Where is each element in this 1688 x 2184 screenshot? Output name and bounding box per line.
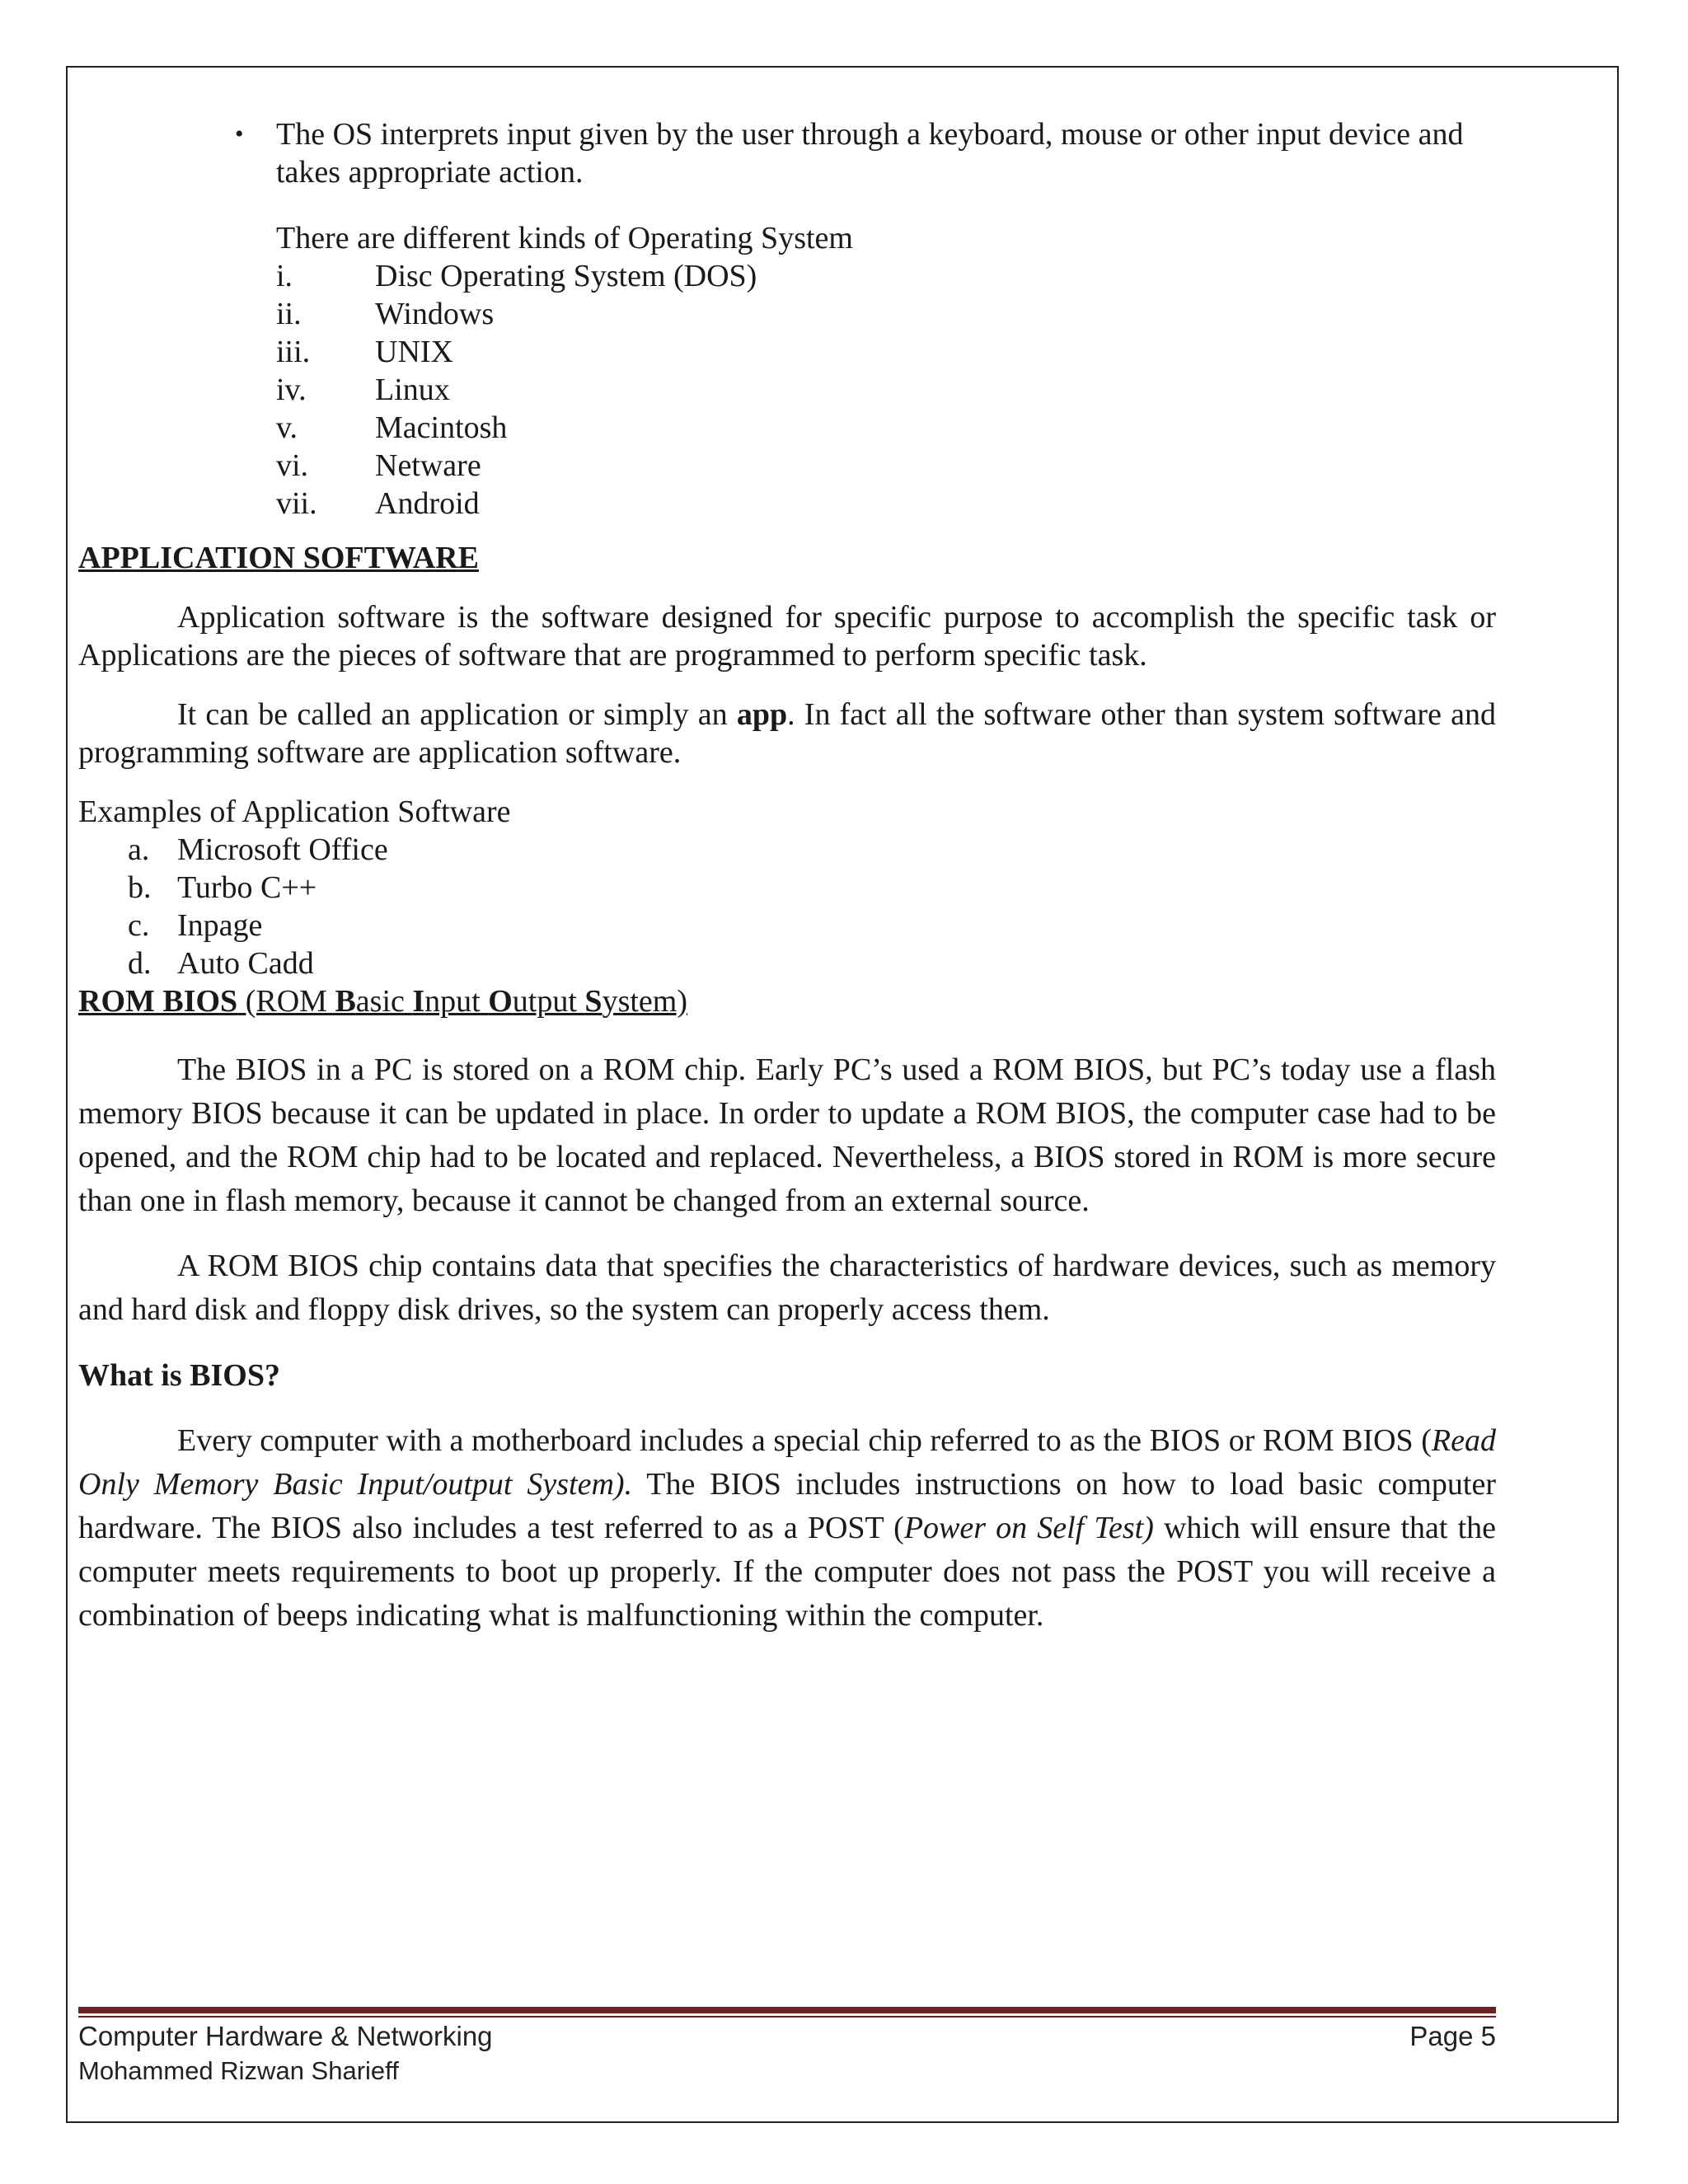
bullet-text: The OS interprets input given by the user through a keyboard, mouse or other input device and takes appropriate action. bbox=[276, 117, 1464, 190]
os-list bbox=[276, 257, 1496, 523]
footer-rule-thick bbox=[78, 2007, 1496, 2013]
footer-page-number: Page 5 bbox=[1409, 2021, 1496, 2051]
what-is-bios-heading: What is BIOS? bbox=[78, 1358, 280, 1393]
list-item-label: Inpage bbox=[177, 908, 263, 943]
bios-text-3: which will ensure that the computer meets requirements to boot up properly. If the computer does not pass the POST you will receive a combination of beeps indicating what is malfunctioning within the computer. bbox=[78, 1511, 1496, 1633]
application-software-paragraph-2 bbox=[78, 696, 1496, 771]
list-item-label: Linux bbox=[375, 373, 450, 407]
para2-text-before: It can be called an application or simply an bbox=[177, 697, 737, 732]
bios-text-1: Every computer with a motherboard includes a special chip referred to as the BIOS or ROM BIOS ( bbox=[177, 1423, 1432, 1458]
os-intro: There are different kinds of Operating System bbox=[276, 221, 853, 255]
example-list-item bbox=[128, 831, 1496, 869]
list-item-number: a. bbox=[128, 832, 150, 867]
os-list-item bbox=[276, 371, 1496, 409]
page-footer bbox=[78, 2019, 1496, 2088]
list-item-label: Windows bbox=[375, 297, 495, 331]
example-list-item bbox=[128, 869, 1496, 907]
list-item-number: c. bbox=[128, 908, 150, 943]
bullet-icon: • bbox=[235, 120, 244, 148]
list-item-number: vii. bbox=[276, 486, 317, 521]
os-list-item bbox=[276, 409, 1496, 447]
rom-bios-paragraph-2: A ROM BIOS chip contains data that specifies the characteristics of hardware devices, such as memory and hard disk and floppy disk drives, so the system can properly access them. bbox=[78, 1249, 1496, 1327]
os-list-item bbox=[276, 485, 1496, 523]
list-item-number: d. bbox=[128, 946, 152, 981]
list-item-label: Netware bbox=[375, 448, 481, 483]
list-item-label: Macintosh bbox=[375, 410, 508, 445]
examples-list bbox=[78, 831, 1496, 982]
bullet-item bbox=[78, 115, 1496, 191]
acronym-letter-s: S bbox=[584, 984, 603, 1019]
os-section bbox=[78, 219, 1496, 523]
examples-title: Examples of Application Software bbox=[78, 794, 511, 829]
acronym-rest-input: nput bbox=[424, 984, 489, 1019]
os-list-item bbox=[276, 295, 1496, 333]
list-item-label: Turbo C++ bbox=[177, 870, 317, 905]
list-item-number: i. bbox=[276, 259, 293, 293]
list-item-label: Microsoft Office bbox=[177, 832, 388, 867]
app-term: app bbox=[736, 697, 788, 732]
list-item-number: b. bbox=[128, 870, 152, 905]
list-item-label: Auto Cadd bbox=[177, 946, 314, 981]
list-item-number: v. bbox=[276, 410, 298, 445]
acronym-rest-system: ystem) bbox=[602, 984, 687, 1019]
document-body bbox=[78, 115, 1496, 1638]
acronym-letter-b: B bbox=[335, 984, 356, 1019]
acronym-rest-basic: asic bbox=[355, 984, 413, 1019]
acronym-letter-i: I bbox=[412, 984, 425, 1019]
acronym-letter-o: O bbox=[488, 984, 513, 1019]
os-list-item bbox=[276, 447, 1496, 485]
example-list-item bbox=[128, 944, 1496, 982]
what-is-bios-paragraph bbox=[78, 1419, 1496, 1638]
footer-rule-thin bbox=[78, 2016, 1496, 2018]
list-item-number: ii. bbox=[276, 297, 302, 331]
os-list-item bbox=[276, 333, 1496, 371]
footer-row bbox=[78, 2019, 1496, 2054]
list-item-label: Android bbox=[375, 486, 480, 521]
rom-bios-paragraph-1: The BIOS in a PC is stored on a ROM chip. Early PC’s used a ROM BIOS, but PC’s today use a flash memory BIOS because it can be updated in place. In order to update a ROM BIOS, the computer case had to be opened, and the ROM chip had to be located and replaced. Nevertheless, a BIOS stored in ROM is more secure than one in flash memory, because it cannot be changed from an external source. bbox=[78, 1052, 1496, 1218]
list-item-label: UNIX bbox=[375, 335, 453, 369]
bios-italic-1: Read Only Memory Basic Input/output System). bbox=[78, 1423, 1496, 1502]
rom-bios-heading bbox=[78, 982, 1496, 1020]
application-software-paragraph-1: Application software is the software designed for specific purpose to accomplish the specific task or Applications are the pieces of software that are programmed to perform specific task. bbox=[78, 600, 1496, 673]
acronym-rest-output: utput bbox=[512, 984, 585, 1019]
list-item-number: vi. bbox=[276, 448, 309, 483]
rom-bios-heading-paren: (ROM bbox=[237, 984, 335, 1019]
rom-bios-heading-bold: ROM BIOS bbox=[78, 984, 238, 1019]
example-list-item bbox=[128, 907, 1496, 944]
bios-italic-2: Power on Self Test) bbox=[903, 1511, 1154, 1545]
footer-course-title: Computer Hardware & Networking bbox=[78, 2021, 493, 2051]
footer-author: Mohammed Rizwan Sharieff bbox=[78, 2056, 399, 2085]
list-item-label: Disc Operating System (DOS) bbox=[375, 259, 757, 293]
list-item-number: iii. bbox=[276, 335, 311, 369]
para2-text-after: . In fact all the software other than system software and programming software are application software. bbox=[78, 697, 1496, 770]
os-list-item bbox=[276, 257, 1496, 295]
list-item-number: iv. bbox=[276, 373, 307, 407]
bios-text-2: The BIOS includes instructions on how to load basic computer hardware. The BIOS also includes a test referred to as a POST ( bbox=[78, 1467, 1497, 1545]
application-software-heading: APPLICATION SOFTWARE bbox=[78, 541, 479, 575]
